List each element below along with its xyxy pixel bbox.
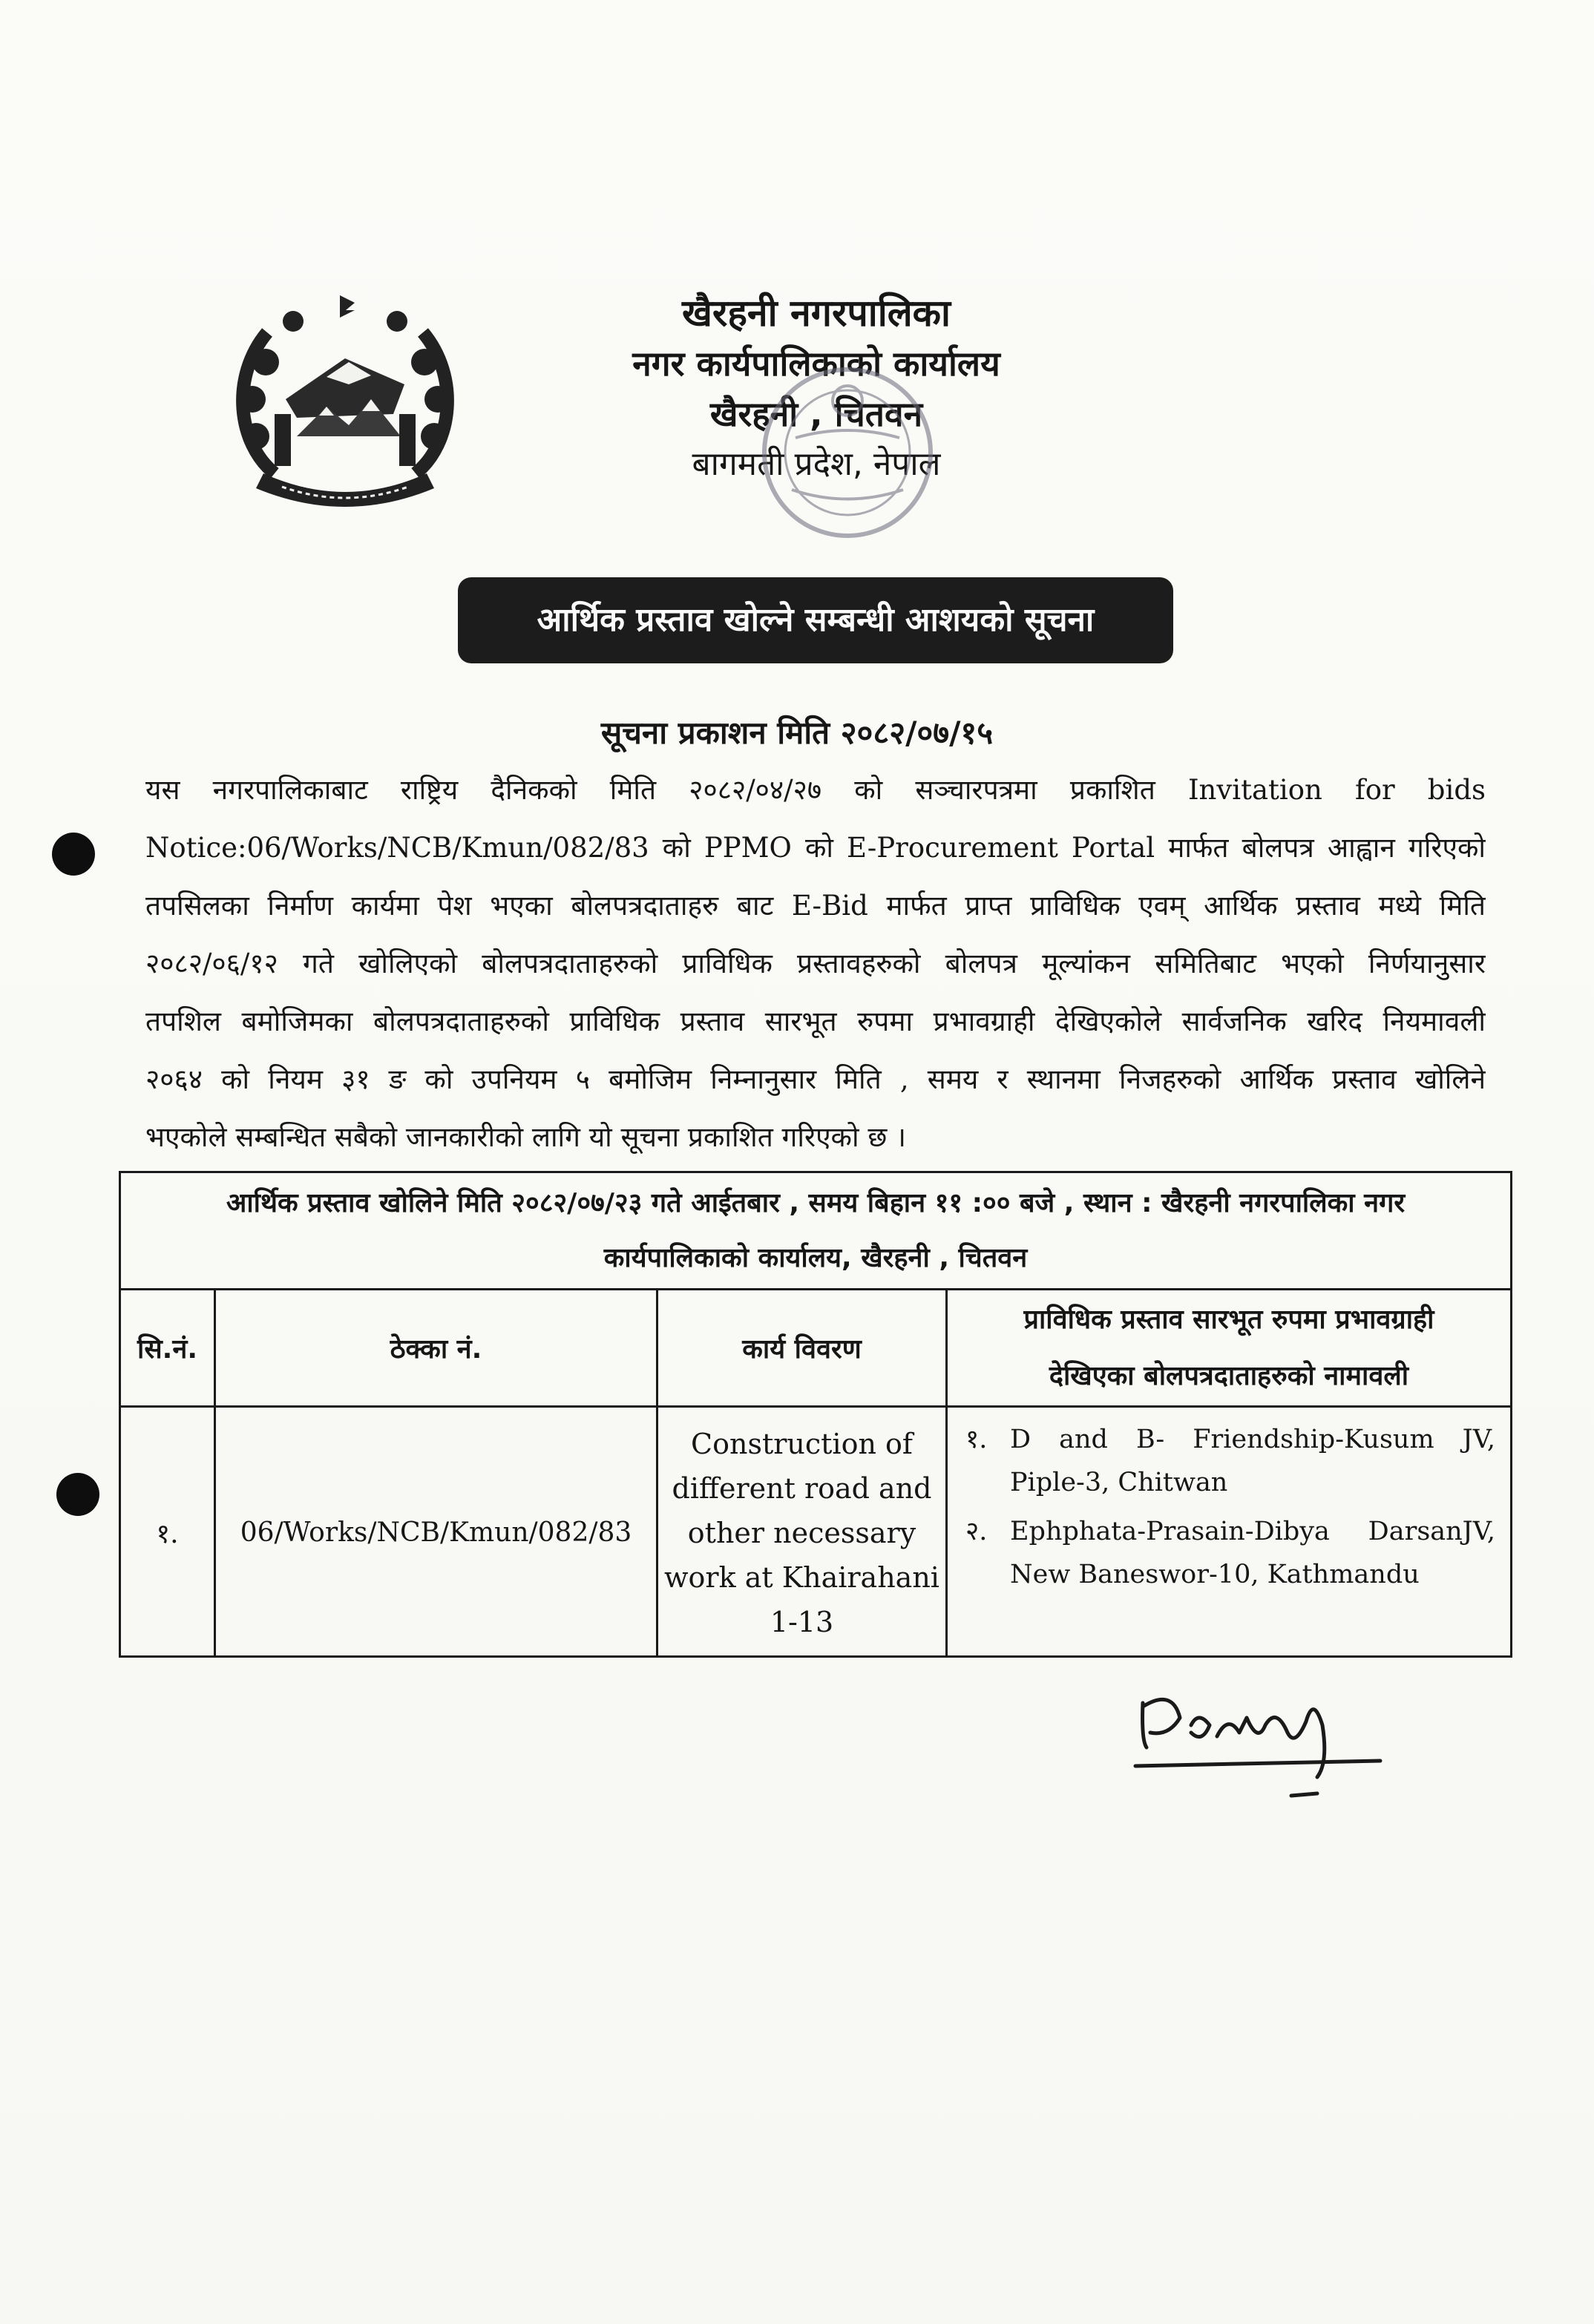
bidder-list: [948, 1408, 1510, 1596]
body-line: तपशिल बमोजिमका बोलपत्रदाताहरुको प्राविधिक प्रस्ताव सारभूत रुपमा प्रभावग्राही देखिएकोले सार्वजनिक खरिद नियमावली: [145, 1005, 1486, 1037]
column-header-contract-no: ठेक्का नं.: [216, 1290, 658, 1408]
body-line: यस नगरपालिकाबाट राष्ट्रिय दैनिकको मिति २०८२/०४/२७ को सञ्चारपत्रमा प्रकाशित Invitation for bids: [145, 774, 1486, 806]
table-cell-contract-no: 06/Works/NCB/Kmun/082/83: [216, 1408, 658, 1658]
office-stamp-icon: [751, 341, 944, 564]
punch-hole-top: [52, 833, 95, 876]
table-cell-work-description: Construction of different road and other necessary work at Khairahani 1-13: [658, 1408, 948, 1658]
opening-schedule: [121, 1173, 1510, 1290]
body-line: २०८२/०६/१२ गते खोलिएको बोलपत्रदाताहरुको प्राविधिक प्रस्तावहरुको बोलपत्र मूल्यांकन समितिबाट भएको निर्णयानुसार: [145, 948, 1486, 979]
list-item: २. Ephphata-Prasain-Dibya DarsanJV, New Baneswor-10, Kathmandu: [965, 1517, 1495, 1589]
publication-date: सूचना प्रकाशन मिति २०८२/०७/१५: [600, 715, 994, 751]
notice-body: [145, 761, 1486, 1166]
body-line: भएकोले सम्बन्धित सबैको जानकारीको लागि यो सूचना प्रकाशित गरिएको छ ।: [145, 1121, 907, 1153]
body-line: Notice:06/Works/NCB/Kmun/082/83 को PPMO को E-Procurement Portal मार्फत बोलपत्र आह्वान गरिएको: [145, 832, 1486, 864]
column-header-work-description: कार्य विवरण: [658, 1290, 948, 1408]
list-item: १. D and B- Friendship-Kusum JV, Piple-3, Chitwan: [965, 1425, 1495, 1497]
body-line: तपसिलका निर्माण कार्यमा पेश भएका बोलपत्रदाताहरु बाट E-Bid मार्फत प्राप्त प्राविधिक एवम् आर्थिक प्रस्ताव मध्ये मिति: [145, 890, 1486, 922]
column-header-sn: सि.नं.: [121, 1290, 216, 1408]
table-cell-sn: १.: [121, 1408, 216, 1658]
office-location: खैरहनी , चितवन: [709, 394, 923, 434]
body-line: २०६४ को नियम ३१ ङ को उपनियम ५ बमोजिम निम्नानुसार मिति , समय र स्थानमा निजहरुको आर्थिक प्रस्ताव खोलिने: [145, 1063, 1486, 1095]
nepal-emblem-icon: [223, 288, 468, 511]
office-name: नगर कार्यपालिकाको कार्यालय: [632, 344, 1000, 384]
signature-icon: [1128, 1673, 1395, 1822]
column-header-bidders: प्राविधिक प्रस्ताव सारभूत रुपमा प्रभावग्राही देखिएका बोलपत्रदाताहरुको नामावली: [948, 1290, 1510, 1408]
municipality-name: खैरहनी नगरपालिका: [682, 292, 951, 335]
opening-schedule-line: आर्थिक प्रस्ताव खोलिने मिति २०८२/०७/२३ गते आईतबार , समय बिहान ११ :०० बजे , स्थान : खैरहनी नगरपालिका नगर: [226, 1188, 1406, 1218]
table-cell-bidders: [948, 1408, 1510, 1658]
bid-opening-table: [119, 1171, 1512, 1658]
punch-hole-bottom: [56, 1473, 99, 1516]
opening-schedule-line: कार्यपालिकाको कार्यालय, खैरहनी , चितवन: [603, 1243, 1028, 1273]
notice-title-banner: आर्थिक प्रस्ताव खोल्ने सम्बन्धी आशयको सूचना: [458, 577, 1173, 663]
province-country: बागमती प्रदेश, नेपाल: [692, 445, 941, 483]
